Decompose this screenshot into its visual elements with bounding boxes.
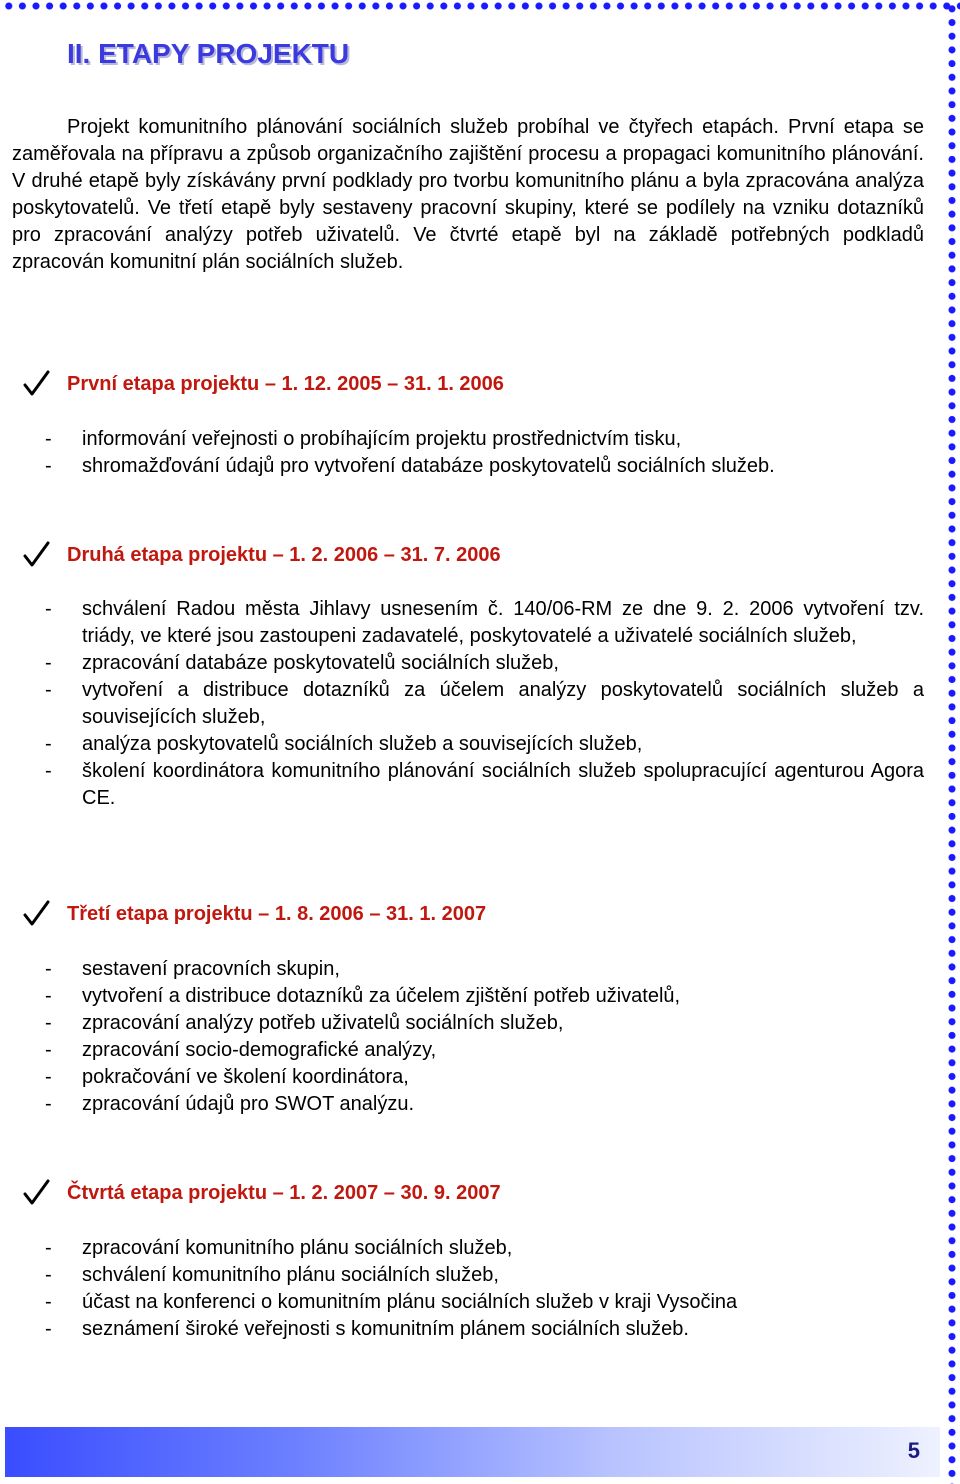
page-title: II. ETAPY PROJEKTU: [67, 38, 350, 69]
list-item: - školení koordinátora komunitního plánování sociálních služeb spolupracující agenturou Agora CE.: [45, 760, 924, 809]
page-number: 5: [907, 1438, 920, 1463]
dotted-border-right: [944, 0, 960, 1484]
stage-heading: Třetí etapa projektu – 1. 8. 2006 – 31. 1. 2007: [67, 903, 487, 925]
list-item: - informování veřejnosti o probíhajícím projektu prostřednictvím tisku,: [45, 428, 682, 450]
stage-item-list: [0, 956, 940, 1118]
list-item: - zpracování socio-demografické analýzy,: [45, 1039, 437, 1061]
list-item: - schválení komunitního plánu sociálních služeb,: [45, 1264, 499, 1286]
stage-1: [0, 370, 940, 477]
stage-item-list: [0, 1235, 940, 1343]
stage-heading: První etapa projektu – 1. 12. 2005 – 31. 1. 2006: [67, 373, 504, 395]
stage-heading: Čtvrtá etapa projektu – 1. 2. 2007 – 30. 9. 2007: [67, 1182, 501, 1204]
checkmark-icon: [22, 370, 50, 398]
dotted-border-top: [0, 0, 960, 16]
list-item: - zpracování údajů pro SWOT analýzu.: [45, 1093, 415, 1115]
list-item: - seznámení široké veřejnosti s komunitním plánem sociálních služeb.: [45, 1318, 689, 1340]
stage-2: [0, 541, 940, 809]
stage-heading-row: [0, 541, 940, 573]
stage-item-list: [0, 596, 940, 812]
stage-4: [0, 1179, 940, 1340]
stage-heading: Druhá etapa projektu – 1. 2. 2006 – 31. 7. 2006: [67, 544, 501, 566]
checkmark-icon: [22, 900, 50, 928]
list-item: - analýza poskytovatelů sociálních služeb a souvisejících služeb,: [45, 733, 643, 755]
stage-item-list: [0, 426, 940, 480]
stage-heading-row: [0, 1179, 940, 1211]
list-item: - zpracování databáze poskytovatelů sociálních služeb,: [45, 652, 559, 674]
checkmark-icon: [22, 541, 50, 569]
stage-3: [0, 900, 940, 1115]
list-item: - shromažďování údajů pro vytvoření databáze poskytovatelů sociálních služeb.: [45, 455, 775, 477]
stage-heading-row: [0, 370, 940, 402]
list-item: - zpracování komunitního plánu sociálních služeb,: [45, 1237, 513, 1259]
list-item: - pokračování ve školení koordinátora,: [45, 1066, 409, 1088]
stage-heading-row: [0, 900, 940, 932]
footer-gradient-bar: [5, 1427, 940, 1477]
list-item: - vytvoření a distribuce dotazníků za účelem analýzy poskytovatelů sociálních služeb a souvisejících služeb,: [45, 679, 924, 728]
list-item: - zpracování analýzy potřeb uživatelů sociálních služeb,: [45, 1012, 564, 1034]
list-item: - účast na konferenci o komunitním plánu sociálních služeb v kraji Vysočina: [45, 1291, 738, 1313]
intro-paragraph: Projekt komunitního plánování sociálních služeb probíhal ve čtyřech etapách. První etapa se zaměřovala na přípravu a způsob organizačního zajištění procesu a propagaci komunitního plánování. V druhé etapě byly získávány první podklady pro tvorbu komunitního plánu a byla zpracována analýza poskytovatelů. Ve třetí etapě byly sestaveny pracovní skupiny, které se podílely na vzniku dotazníků pro zpracování analýzy potřeb uživatelů. Ve čtvrté etapě byl na základě potřebných podkladů zpracován komunitní plán sociálních služeb.: [12, 116, 924, 273]
checkmark-icon: [22, 1179, 50, 1207]
list-item: - vytvoření a distribuce dotazníků za účelem zjištění potřeb uživatelů,: [45, 985, 681, 1007]
list-item: - schválení Radou města Jihlavy usnesením č. 140/06-RM ze dne 9. 2. 2006 vytvoření tzv. triády, ve které jsou zastoupeni zadavatelé, poskytovatelé a uživatelé sociálních služeb,: [45, 598, 924, 647]
list-item: - sestavení pracovních skupin,: [45, 958, 340, 980]
